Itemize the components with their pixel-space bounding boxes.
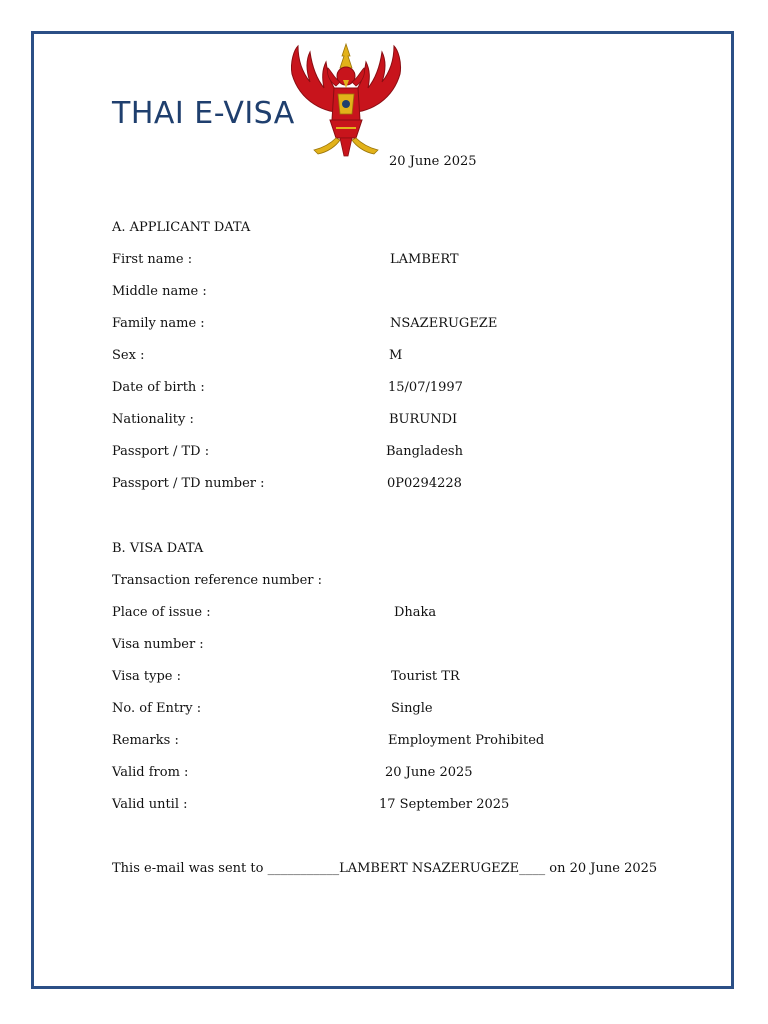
field-label: Middle name : bbox=[112, 284, 207, 299]
field-label: Valid until : bbox=[112, 797, 188, 812]
field-value: NSAZERUGEZE bbox=[390, 316, 498, 331]
field-number-of-entry bbox=[112, 700, 672, 720]
field-place-of-issue bbox=[112, 604, 672, 624]
field-label: Visa type : bbox=[112, 669, 181, 684]
field-visa-number bbox=[112, 636, 672, 656]
document-title: THAI E-VISA bbox=[112, 96, 295, 131]
field-value: M bbox=[389, 348, 403, 363]
field-sex bbox=[112, 347, 672, 367]
field-value: 0P0294228 bbox=[387, 476, 462, 491]
field-value: Employment Prohibited bbox=[388, 733, 545, 748]
field-value: Bangladesh bbox=[386, 444, 463, 459]
section-visa-heading: B. VISA DATA bbox=[112, 541, 204, 556]
field-transaction-reference bbox=[112, 572, 672, 592]
field-value: Tourist TR bbox=[391, 669, 460, 684]
document-border bbox=[31, 31, 734, 989]
garuda-emblem-icon bbox=[286, 42, 406, 160]
field-label: Sex : bbox=[112, 348, 145, 363]
field-visa-type bbox=[112, 668, 672, 688]
field-value: LAMBERT bbox=[390, 252, 459, 267]
field-label: Valid from : bbox=[112, 765, 189, 780]
field-value: Single bbox=[391, 701, 433, 716]
field-remarks bbox=[112, 732, 672, 752]
section-applicant-heading: A. APPLICANT DATA bbox=[112, 220, 251, 235]
field-label: First name : bbox=[112, 252, 193, 267]
field-label: Nationality : bbox=[112, 412, 194, 427]
email-sent-notice: This e-mail was sent to ___________LAMBERT NSAZERUGEZE____ on 20 June 2025 bbox=[112, 861, 658, 876]
field-value: BURUNDI bbox=[389, 412, 458, 427]
field-passport-td-number bbox=[112, 475, 672, 495]
field-date-of-birth bbox=[112, 379, 672, 399]
field-label: Visa number : bbox=[112, 637, 204, 652]
field-label: Family name : bbox=[112, 316, 205, 331]
field-value: 15/07/1997 bbox=[388, 380, 463, 395]
field-valid-until bbox=[112, 796, 672, 816]
field-value: 20 June 2025 bbox=[385, 765, 473, 780]
field-label: Place of issue : bbox=[112, 605, 211, 620]
field-middle-name bbox=[112, 283, 672, 303]
field-nationality bbox=[112, 411, 672, 431]
field-value: 17 September 2025 bbox=[379, 797, 510, 812]
field-first-name bbox=[112, 251, 672, 271]
field-valid-from bbox=[112, 764, 672, 784]
field-label: No. of Entry : bbox=[112, 701, 202, 716]
issue-date: 20 June 2025 bbox=[389, 154, 477, 169]
field-label: Transaction reference number : bbox=[112, 573, 323, 588]
field-label: Passport / TD number : bbox=[112, 476, 265, 491]
field-label: Remarks : bbox=[112, 733, 179, 748]
field-family-name bbox=[112, 315, 672, 335]
field-label: Passport / TD : bbox=[112, 444, 210, 459]
field-passport-td bbox=[112, 443, 672, 463]
field-value: Dhaka bbox=[394, 605, 437, 620]
field-label: Date of birth : bbox=[112, 380, 205, 395]
